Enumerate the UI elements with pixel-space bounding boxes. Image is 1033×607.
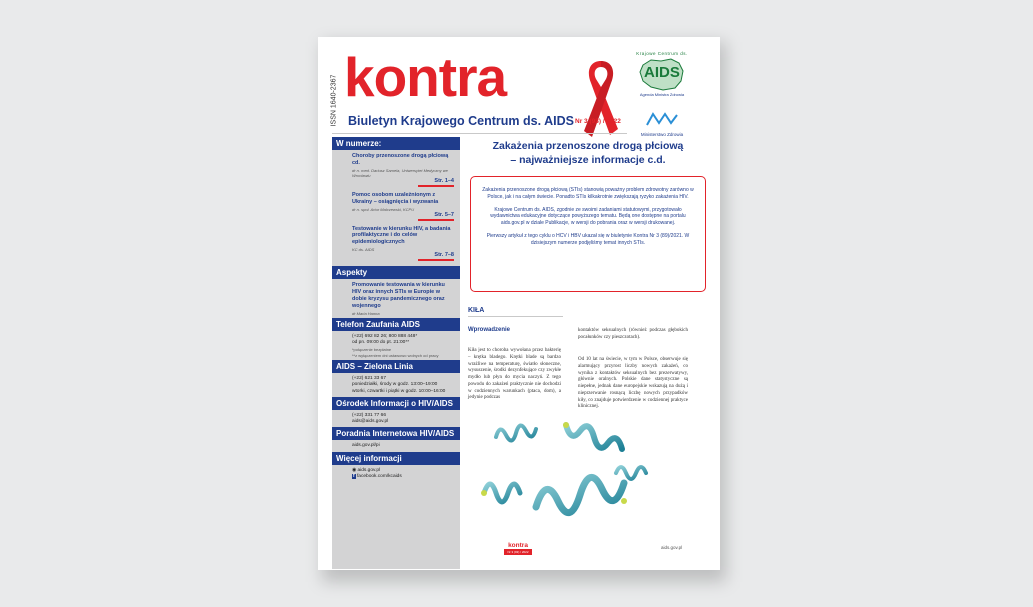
hotline-info: (+22) 692 82 26; 800 888 448* od pn. 09:00 do pt. 21:00** *połączenie bezpłatne **z wyłączeniem dni ustawowo wolnych od pracy (352, 333, 439, 359)
hotline-heading: Telefon Zaufania AIDS (332, 318, 460, 331)
red-ribbon-icon (580, 57, 622, 143)
issue-number: Nr 3 (93) / 2022 (575, 118, 621, 125)
globe-icon: ◉ (352, 467, 357, 473)
section-divider (468, 316, 563, 317)
footer-url: aids.gov.pl (661, 545, 683, 550)
info-center-info: (+22) 331 77 66 aids@aids.gov.pl (352, 412, 389, 425)
green-line-info: (+22) 621 33 67 poniedziałki, środy w godz. 13:00–19:00 wtorki, czwartki i piątki w godz. 10:00–16:00 (352, 376, 446, 394)
article-title: Zakażenia przenoszone drogą płciową – najważniejsze informacje c.d. (492, 140, 684, 166)
info-center-heading: Ośrodek Informacji o HIV/AIDS (332, 397, 460, 410)
more-info-heading: Więcej informacji (332, 452, 460, 465)
issn-label: ISSN 1640-2367 (330, 74, 338, 127)
masthead-subtitle: Biuletyn Krajowego Centrum ds. AIDS (348, 114, 574, 128)
green-line-heading: AIDS – Zielona Linia (332, 360, 460, 373)
logo-caption: Agenda Ministra Zdrowia (639, 92, 685, 97)
logo-name: AIDS (644, 64, 680, 81)
section-title: KIŁA (468, 307, 485, 314)
article-column-2: Od 10 lat na świecie, w tym w Polsce, obserwuje się alarmujący przyrost liczby nowych zakażeń, co wynika z kontaktów seksualnych bez prezerwatywy, głównie oralnych. Polskie dane statystyczne są niepełne, jednak dane europejskie wskazują na dużą i nieprzerwanie rosnącą liczbę nowych przypadków kiły, co znajduje potwierdzenie w codziennej praktyce klinicznej. (578, 357, 688, 410)
aspects-item: Promowanie testowania w kierunku HIV oraz innych STIs w Europie w dobie kryzysu pandemicznego oraz wojennego dr Maria Hanna (352, 282, 445, 316)
kc-aids-logo (634, 51, 690, 149)
online-clinic-heading: Poradnia Internetowa HIV/AIDS (332, 427, 460, 440)
masthead-title: kontra (344, 46, 507, 108)
poland-map-icon (637, 57, 687, 91)
aspects-heading: Aspekty (332, 266, 460, 279)
article-column-2-top: kontaktów seksualnych (również podczas głębokich pocałunków czy pieszczotach). (578, 328, 688, 340)
subsection-title: Wprowadzenie (468, 327, 511, 333)
contents-item: Pomoc osobom uzależnionym z Ukrainy – osiągnięcia i wyzwania dr n. społ. Artur Malczewski, KCPU Str. 5–7 (332, 189, 460, 223)
intro-box: Zakażenia przenoszone drogą płciową (STIs) stanowią poważny problem zdrowotny zarówno w Polsce, jak i na całym świecie. Ponadto STIs kilkakrotnie zwiększają ryzyko zakażenia HIV. Krajowe Centrum ds. AIDS, zgodnie ze swoimi zadaniami statutowymi, przygotowało wydawnictwa edukacyjne dotyczące powyższego tematu. Będą one dostępne na portalu aids.gov.pl w dziale Publikacje, w wersji do pobrania oraz w wersji drukowanej. Pierwszy artykuł z tego cyklu o HCV i HBV ukazał się w biuletynie Kontra Nr 3 (89)/2021. W dzisiejszym numerze podjęliśmy temat innych STIs. (470, 176, 706, 292)
logo-top-text: Krajowe Centrum ds. (636, 51, 688, 56)
header-divider (332, 133, 627, 134)
newsletter-page (318, 37, 720, 570)
contents-item: Choroby przenoszone drogą płciową cd. dr n. med. Dariusz Samela, Uniwersytet Medyczny we Wrocławiu Str. 1–4 (332, 150, 460, 189)
sidebar (332, 137, 460, 569)
article-column-1: Kiła jest to choroba wywołana przez bakterię – krętka bladego. Krętki blade są bardzo wrażliwe na temperaturę, światło słoneczne, wysuszenie, środki dezynfekujące czy zwykłe mydło lub płyn do mycia naczyń. Z tego powodu do zakażeń praktycznie nie dochodzi w codziennych warunkach (ptaca, dom), a jedynie podczas (468, 348, 561, 401)
more-info: ◉ aids.gov.pl f facebook.com/kcaids (352, 467, 402, 479)
footer-logo: kontra Nr 3 (93) / 2022 (504, 542, 532, 555)
facebook-icon: f (353, 473, 355, 479)
contents-item: Testowanie w kierunku HIV, a badania profilaktyczne i do celów epidemiologicznych KC ds. AIDS Str. 7–8 (332, 223, 460, 264)
contents-heading: W numerze: (332, 137, 460, 150)
online-clinic-info: aids.gov.pl/pi (352, 443, 380, 449)
ministry-name: Ministerstwo Zdrowia (640, 132, 684, 137)
spirochete-bacteria-illustration (466, 415, 676, 527)
ministry-logo-icon (634, 111, 690, 132)
